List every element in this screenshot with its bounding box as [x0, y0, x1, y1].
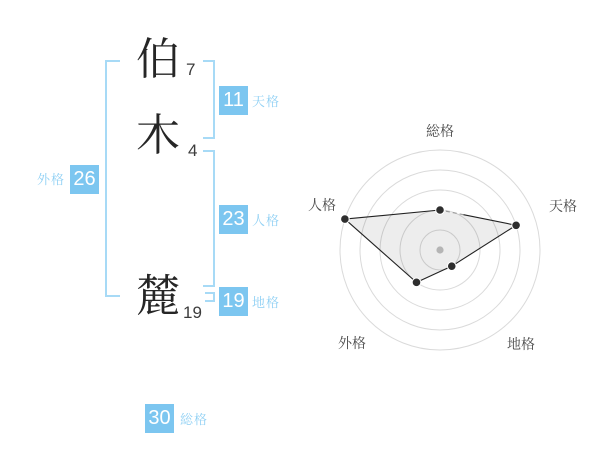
stroke-count-2: 4	[188, 141, 198, 160]
name-character-1: 伯	[136, 35, 180, 84]
stroke-count-1: 7	[186, 60, 196, 79]
tenkaku-label: 天格	[252, 94, 281, 109]
radar-axis-label-外格: 外格	[338, 335, 366, 351]
radar-point-総格	[436, 206, 445, 215]
jinkaku-label: 人格	[252, 213, 281, 228]
stroke-count-3: 19	[183, 303, 202, 322]
radar-axis-label-天格: 天格	[549, 198, 577, 214]
chikaku-bracket	[205, 292, 215, 302]
radar-chart	[300, 110, 590, 380]
name-character-2: 木	[136, 111, 180, 160]
gaikaku-value-badge: 26	[70, 165, 99, 194]
radar-point-天格	[512, 221, 521, 230]
chikaku-value-badge: 19	[219, 287, 248, 316]
tenkaku-value-badge: 11	[219, 86, 248, 115]
chikaku-label: 地格	[252, 295, 281, 310]
radar-axis-label-総格: 総格	[426, 123, 454, 139]
radar-axis-label-人格: 人格	[308, 197, 336, 213]
jinkaku-value-badge: 23	[219, 205, 248, 234]
radar-polygon-fill	[345, 210, 516, 282]
radar-point-外格	[412, 278, 421, 287]
jinkaku-bracket	[203, 150, 215, 287]
tenkaku-bracket	[203, 60, 215, 139]
soukaku-label: 総格	[180, 412, 209, 427]
radar-point-地格	[447, 262, 456, 271]
name-character-3: 麓	[136, 272, 180, 321]
gaikaku-bracket	[105, 60, 120, 297]
radar-axis-label-地格: 地格	[507, 336, 535, 352]
gaikaku-label: 外格	[37, 172, 66, 187]
radar-chart-svg	[300, 110, 590, 380]
radar-center-dot	[436, 246, 443, 253]
radar-point-人格	[341, 215, 350, 224]
soukaku-value-badge: 30	[145, 404, 174, 433]
